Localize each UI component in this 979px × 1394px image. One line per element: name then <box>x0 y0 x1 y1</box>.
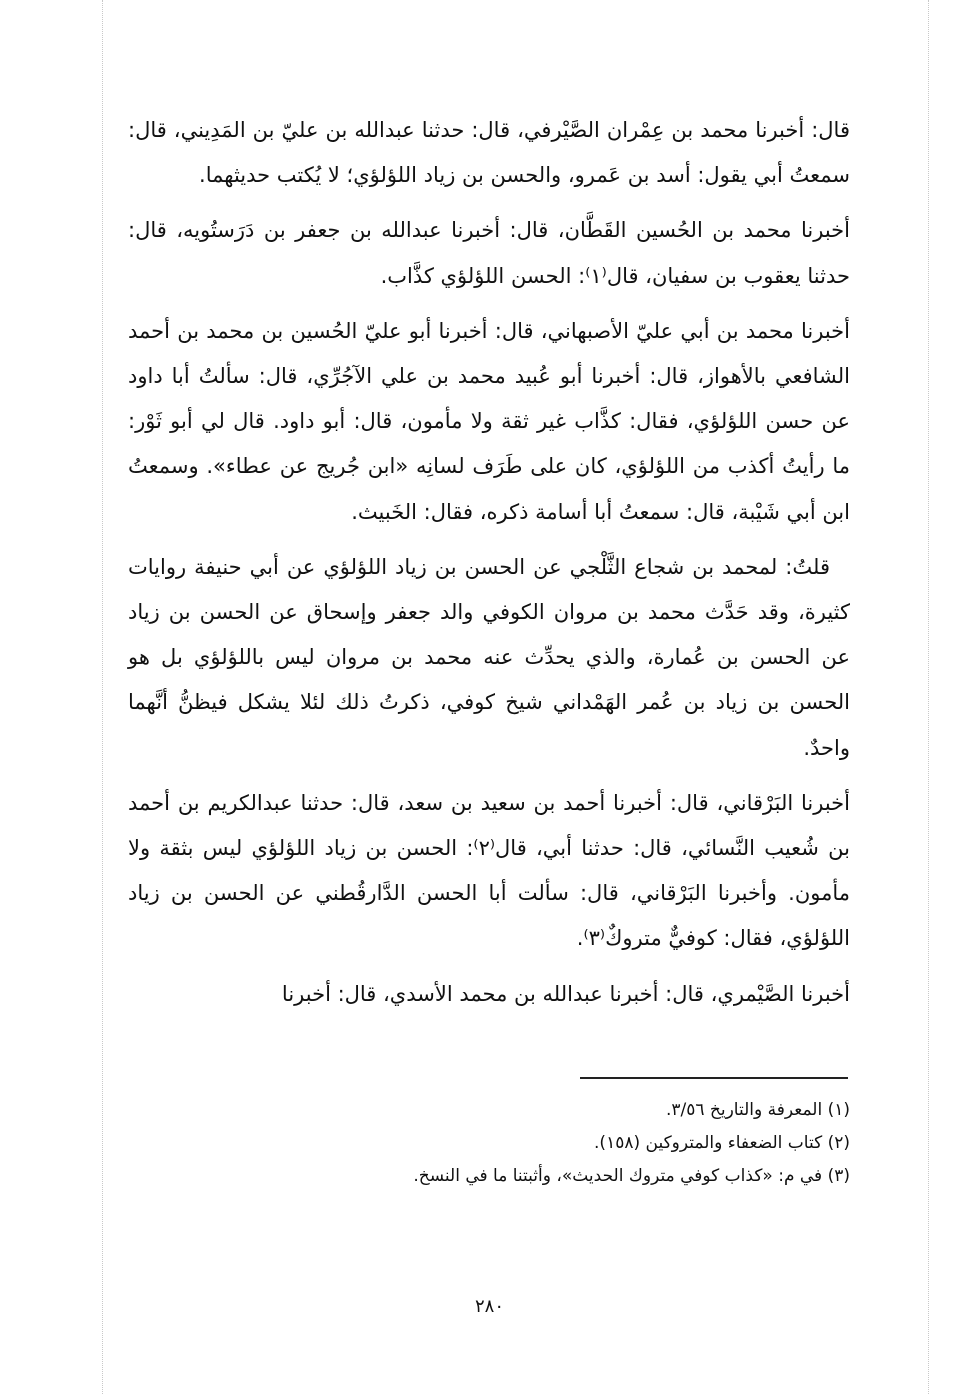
footnote-2: (٢) كتاب الضعفاء والمتروكين (١٥٨). <box>594 1133 850 1153</box>
paragraph-5: أخبرنا البَرْقاني، قال: أخبرنا أحمد بن سعيد بن سعد، قال: حدثنا عبدالكريم بن أحمد بن شُعيب النَّسائي، قال: حدثنا أبي، قال⁽٢⁾: الحسن بن زياد اللؤلؤي ليس بثقة ولا مأمون. وأخبرنا البَرْقاني، قال: سألت أبا الحسن الدَّارقُطني عن الحسن بن زياد اللؤلؤي، فقال: كوفيٌّ متروكٌ⁽٣⁾. <box>128 790 850 951</box>
paragraph-4: قلتُ: لمحمد بن شجاع الثَّلْجي عن الحسن بن زياد اللؤلؤي عن أبي حنيفة روايات كثيرة، وقد حَدَّث محمد بن مروان الكوفي والد جعفر وإسحاق عن الحسن بن زياد عن الحسن بن عُمارة، والذي يحدِّث عنه محمد بن مروان ليس باللؤلؤي بل هو الحسن بن زياد بن عُمر الهَمْداني شيخ كوفي، ذكرتُ ذلك لئلا يشكل فيظنُّ أنَّهما واحدٌ. <box>128 554 850 760</box>
main-text <box>128 108 850 1017</box>
footnote-1: (١) المعرفة والتاريخ ٣/٥٦. <box>665 1100 850 1120</box>
scan-edge-line-left <box>102 0 103 1394</box>
scan-edge-line-right <box>928 0 929 1394</box>
footnote-3: (٣) في م: «كذاب كوفي متروك الحديث»، وأثبتنا ما في النسخ. <box>413 1166 850 1186</box>
page-number: ٢٨٠ <box>474 1296 504 1317</box>
paragraph-1: قال: أخبرنا محمد بن عِمْران الصَّيْرفي، قال: حدثنا عبدالله بن عليّ بن المَدِيني، قال: سمعتُ أبي يقول: أسد بن عَمرو، والحسن بن زياد اللؤلؤي؛ لا يُكتب حديثهما. <box>128 118 850 188</box>
footnote-separator <box>580 1077 848 1079</box>
paragraph-3: أخبرنا محمد بن أبي عليّ الأصبهاني، قال: أخبرنا أبو عليّ الحُسين بن محمد بن أحمد الشافعي بالأهواز، قال: أخبرنا أبو عُبيد محمد بن علي الآجُرِّي، قال: سألتُ أبا داود عن حسن اللؤلؤي، فقال: كذَّاب غير ثقة ولا مأمون، قال: أبو داود. قال لي أبو ثَوْر: ما رأيتُ أكذب من اللؤلؤي، كان على طَرَف لسانِه «ابن جُريج عن عطاء». وسمعتُ ابن أبي شَيْبة، قال: سمعتُ أبا أسامة ذكره، فقال: الخَبيث. <box>128 318 850 524</box>
paragraph-2: أخبرنا محمد بن الحُسين القَطَّان، قال: أخبرنا عبدالله بن جعفر بن دَرَستُويه، قال: حدثنا يعقوب بن سفيان، قال⁽١⁾: الحسن اللؤلؤي كذَّاب. <box>128 218 850 288</box>
footnotes <box>128 1094 850 1193</box>
paragraph-6: أخبرنا الصَّيْمري، قال: أخبرنا عبدالله بن محمد الأسدي، قال: أخبرنا <box>281 981 850 1006</box>
